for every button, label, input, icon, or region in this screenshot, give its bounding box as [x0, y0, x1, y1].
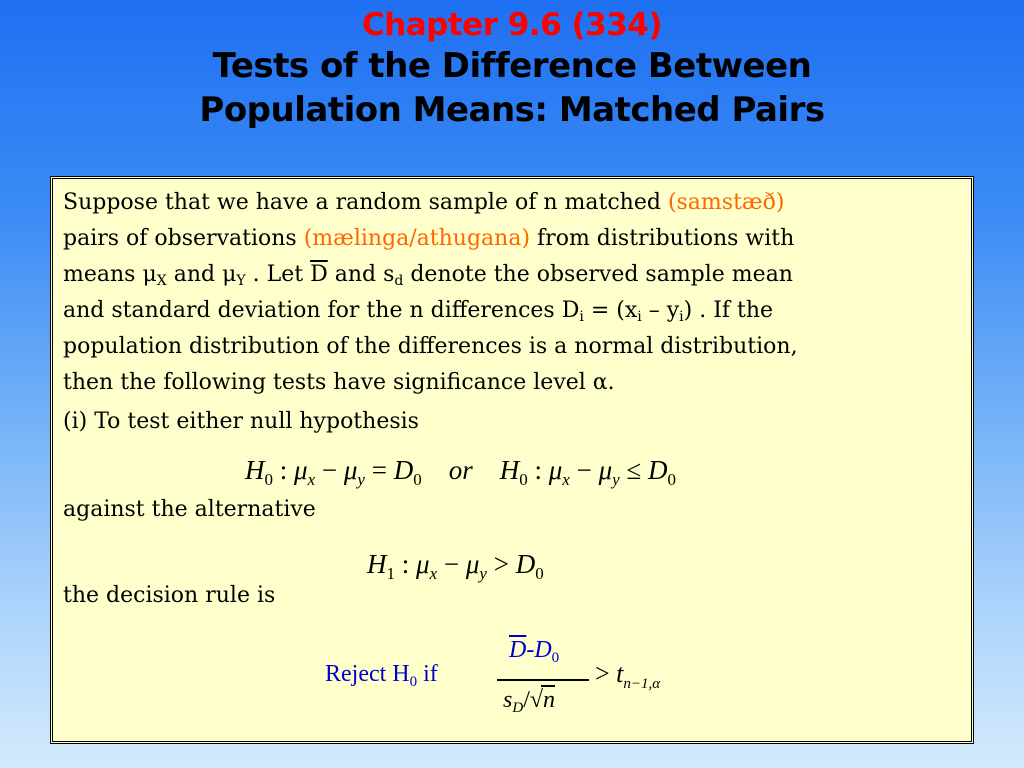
reject-label: Reject $H_0$ if: [325, 661, 438, 690]
test-statistic-fraction: [497, 631, 589, 721]
decision-rule-label: the decision rule is: [63, 583, 276, 608]
against-alternative: against the alternative: [63, 497, 316, 522]
text-line: and standard deviation for the n differences $D_i = (x_i - y_i)$ . If the: [63, 298, 774, 325]
text-line: Suppose that we have a random sample of n matched (samstæð): [63, 190, 785, 215]
fraction-bar: [497, 679, 589, 681]
slide-title: [0, 6, 1024, 132]
alternative-hypothesis-formula: $H_1$ : $\mu_x - \mu_y > D_0$: [367, 549, 544, 583]
translation-samstaed: (samstæð): [667, 190, 785, 215]
null-hypothesis-formula: $H_0$ : $\mu_x - \mu_y = D_0$ or $H_0$ : $\mu_x - \mu_y \le D_0$: [245, 455, 677, 489]
text-line: pairs of observations (mælinga/athugana) from distributions with: [63, 226, 795, 251]
text-line: then the following tests have significance level α.: [63, 370, 615, 395]
fraction-denominator: $s_D/√n$: [503, 687, 556, 716]
intro-paragraph: [63, 185, 953, 401]
title-line-2: Population Means: Matched Pairs: [199, 90, 825, 130]
title-line-1: Tests of the Difference Between: [212, 46, 812, 86]
translation-maelinga: (mælinga/athugana): [303, 226, 531, 251]
text-line: means $\mu_X$ and $\mu_Y$ . Let $\overline{D}$ and $s_d$ denote the observed sample mean: [63, 262, 793, 289]
text-line: population distribution of the differences is a normal distribution,: [63, 334, 798, 359]
fraction-numerator: $\overline{D}-D_0$: [509, 637, 560, 666]
chapter-heading: Chapter 9.6 (334): [361, 7, 663, 43]
content-box: [50, 176, 974, 744]
d-bar: $\overline{D}$: [310, 262, 328, 287]
critical-value: > $t_{n-1,\alpha}$: [595, 659, 661, 692]
test-intro: (i) To test either null hypothesis: [63, 409, 419, 434]
